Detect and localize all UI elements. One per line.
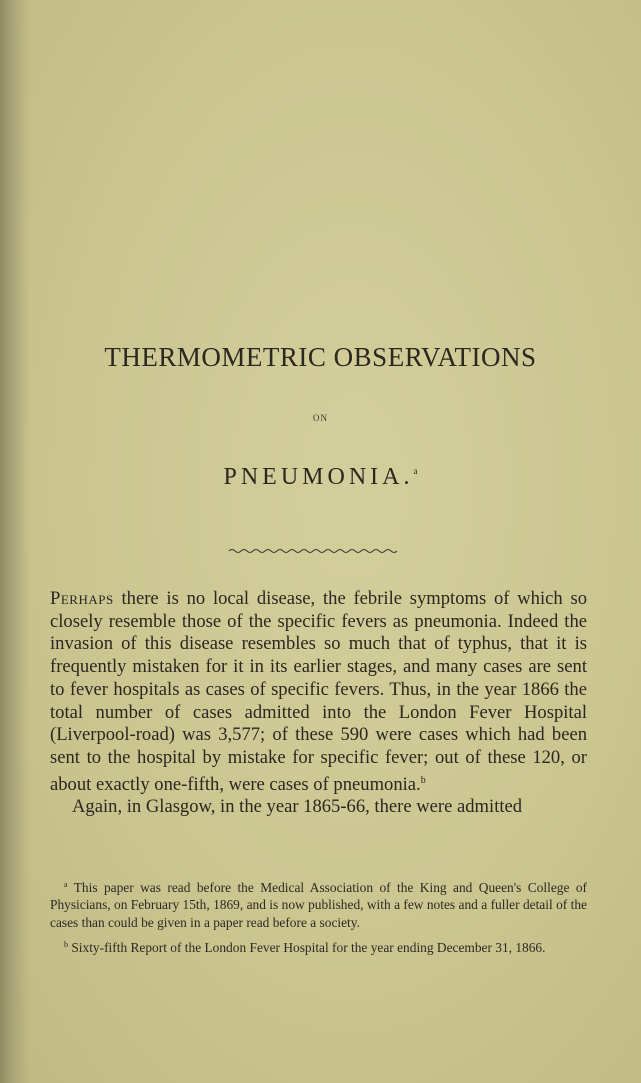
footnote-a (50, 876, 587, 931)
subtitle-text: PNEUMONIA. (223, 464, 414, 490)
paragraph-1-text: there is no local disease, the febrile symptoms of which so closely resemble those of the specific fevers as pneumonia. Indeed the invasion of this disease resembles so much that of typhus, that it is frequently mistaken for it in its earlier stages, and many cases are sent to fever hospitals as cases of specific fevers. Thus, in the year 1866 the total number of cases admitted into the London Fever Hospital (Liverpool-road) was 3,577; of these 590 were cases which had been sent to the hospital by mistake for specific fever; out of these 120, or about exactly one-fifth, were cases of pneumonia. (50, 588, 587, 795)
page-subtitle (0, 464, 641, 491)
page-spine-shadow (0, 0, 30, 1083)
paragraph-1 (50, 588, 587, 796)
body-text (50, 588, 587, 819)
ornament-divider (227, 547, 397, 555)
footnote-b-mark: b (64, 940, 68, 950)
title-connector: ON (313, 413, 328, 423)
paragraph-lead-word: Perhaps (50, 588, 114, 609)
subtitle-note-mark: a (413, 466, 418, 476)
paragraph-2: Again, in Glasgow, in the year 1865-66, there were admitted (72, 796, 523, 818)
footnote-ref-b: b (420, 774, 426, 786)
footnote-a-text: This paper was read before the Medical Association of the King and Queen's College of Physicians, on February 15th, 1869, and is now published, with a few notes and a fuller detail of the cases than could be given in a paper read before a society. (50, 880, 587, 930)
footnotes (50, 876, 587, 957)
footnote-a-mark: a (64, 880, 68, 889)
footnote-b (50, 936, 587, 956)
page-title: THERMOMETRIC OBSERVATIONS (104, 342, 537, 372)
footnote-b-text: Sixty-fifth Report of the London Fever Hospital for the year ending December 31, 1866. (68, 940, 546, 956)
